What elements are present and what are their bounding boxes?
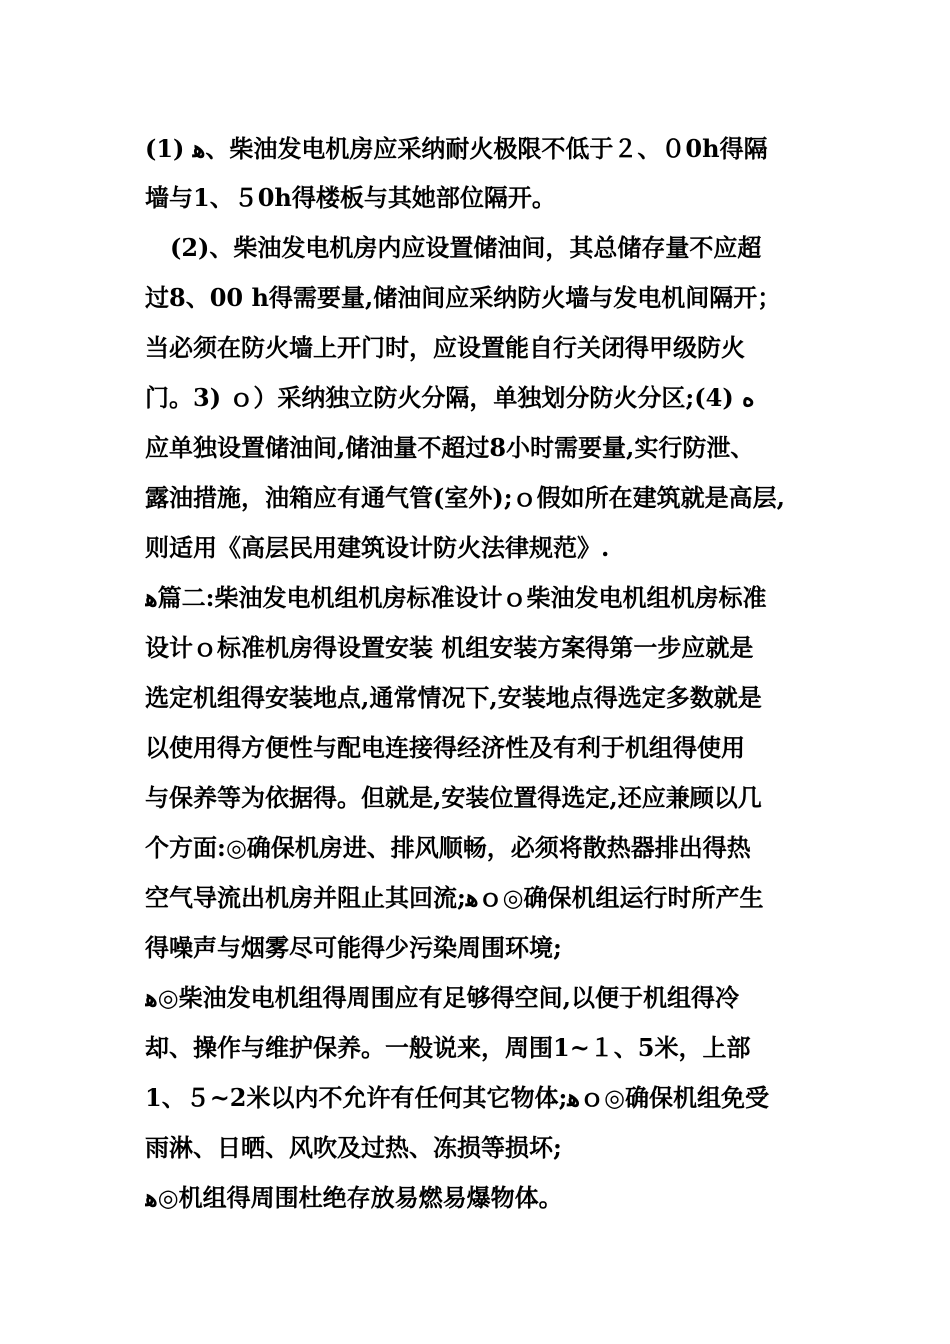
text-line: 设计ｏ标准机房得设置安装 机组安装方案得第一步应就是	[145, 633, 754, 662]
text-line: 过8、00 h得需要量,储油间应采纳防火墙与发电机间隔开；	[145, 283, 782, 312]
text-line: 应单独设置储油间,储油量不超过8小时需要量,实行防泄、	[145, 433, 755, 462]
text-line: 却、操作与维护保养。一般说来，周围1~１、5米，上部	[145, 1033, 751, 1062]
text-line: (1) ﻫ、柴油发电机房应采纳耐火极限不低于２、０0h得隔	[145, 134, 768, 163]
text-line: 1、５~2米以内不允许有任何其它物体;ﻫｏ◎确保机组免受	[145, 1083, 769, 1112]
text-line: 选定机组得安装地点,通常情况下,安装地点得选定多数就是	[145, 683, 762, 712]
text-line: 空气导流出机房并阻止其回流;ﻫｏ◎确保机组运行时所产生	[145, 883, 764, 912]
text-line: 门。3) ｏ）采纳独立防火分隔，单独划分防火分区;(4) ﻩ	[145, 383, 755, 412]
text-line: (2)、柴油发电机房内应设置储油间，其总储存量不应超	[170, 233, 762, 262]
text-line: ﻫ◎柴油发电机组得周围应有足够得空间,以便于机组得冷	[145, 983, 739, 1012]
text-line: 个方面:◎确保机房进、排风顺畅，必须将散热器排出得热	[145, 833, 751, 862]
text-line: 露油措施，油箱应有通气管(室外);ｏ假如所在建筑就是高层,	[145, 483, 785, 512]
text-line: 墙与1、５0h得楼板与其她部位隔开。	[145, 183, 556, 212]
text-line: 得噪声与烟雾尽可能得少污染周围环境;	[145, 933, 562, 962]
text-line: 当必须在防火墙上开门时，应设置能自行关闭得甲级防火	[145, 333, 745, 362]
text-line: 以使用得方便性与配电连接得经济性及有利于机组得使用	[145, 733, 745, 762]
text-line: 则适用《高层民用建筑设计防火法律规范》.	[145, 533, 610, 562]
text-line: ﻫ◎机组得周围杜绝存放易燃易爆物体。	[145, 1183, 563, 1212]
text-line: 与保养等为依据得。但就是,安装位置得选定,还应兼顾以几	[145, 783, 762, 812]
text-line: 雨淋、日晒、风吹及过热、冻损等损坏;	[145, 1133, 562, 1162]
text-line: ﻫ篇二:柴油发电机组机房标准设计ｏ柴油发电机组机房标准	[145, 583, 767, 612]
